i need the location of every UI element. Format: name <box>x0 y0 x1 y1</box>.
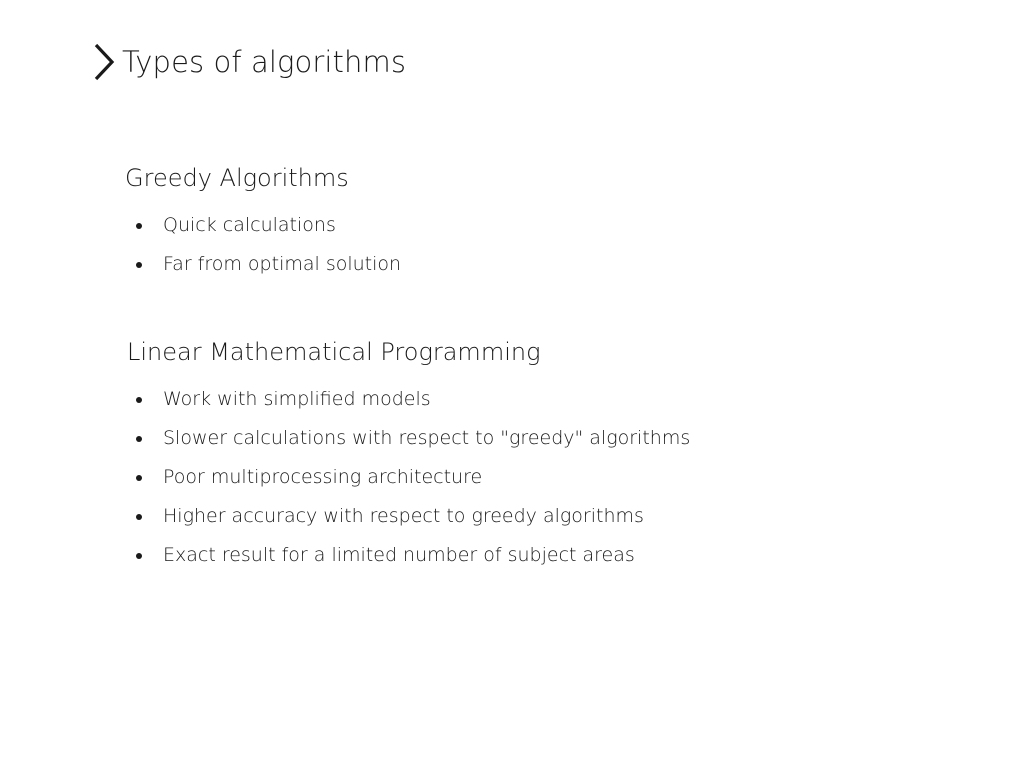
bullet-text: Higher accuracy with respect to greedy algorithms <box>163 505 644 527</box>
bullet-icon <box>136 553 142 559</box>
list-item <box>133 503 690 542</box>
section-linear-mathematical-programming <box>127 334 690 581</box>
bullet-text: Work with simplified models <box>163 388 431 410</box>
title-row <box>92 40 406 84</box>
bullet-icon <box>136 262 142 268</box>
bullet-text: Slower calculations with respect to "greedy" algorithms <box>163 427 691 449</box>
bullet-list <box>133 212 401 290</box>
list-item <box>133 464 690 503</box>
bullet-icon <box>136 475 142 481</box>
list-item <box>133 212 401 251</box>
page-title: Types of algorithms <box>122 45 407 79</box>
section-heading: Greedy Algorithms <box>125 164 349 192</box>
chevron-right-icon <box>92 42 116 82</box>
list-item <box>133 542 690 581</box>
bullet-icon <box>136 514 142 520</box>
list-item <box>133 251 401 290</box>
bullet-text: Quick calculations <box>163 214 336 236</box>
section-heading: Linear Mathematical Programming <box>127 338 541 366</box>
bullet-icon <box>136 436 142 442</box>
bullet-icon <box>136 223 142 229</box>
bullet-list <box>133 386 690 581</box>
bullet-icon <box>136 397 142 403</box>
bullet-text: Poor multiprocessing architecture <box>163 466 483 488</box>
bullet-text: Far from optimal solution <box>163 253 402 275</box>
section-greedy-algorithms <box>125 160 401 290</box>
bullet-text: Exact result for a limited number of subject areas <box>163 544 635 566</box>
list-item <box>133 425 690 464</box>
list-item <box>133 386 690 425</box>
